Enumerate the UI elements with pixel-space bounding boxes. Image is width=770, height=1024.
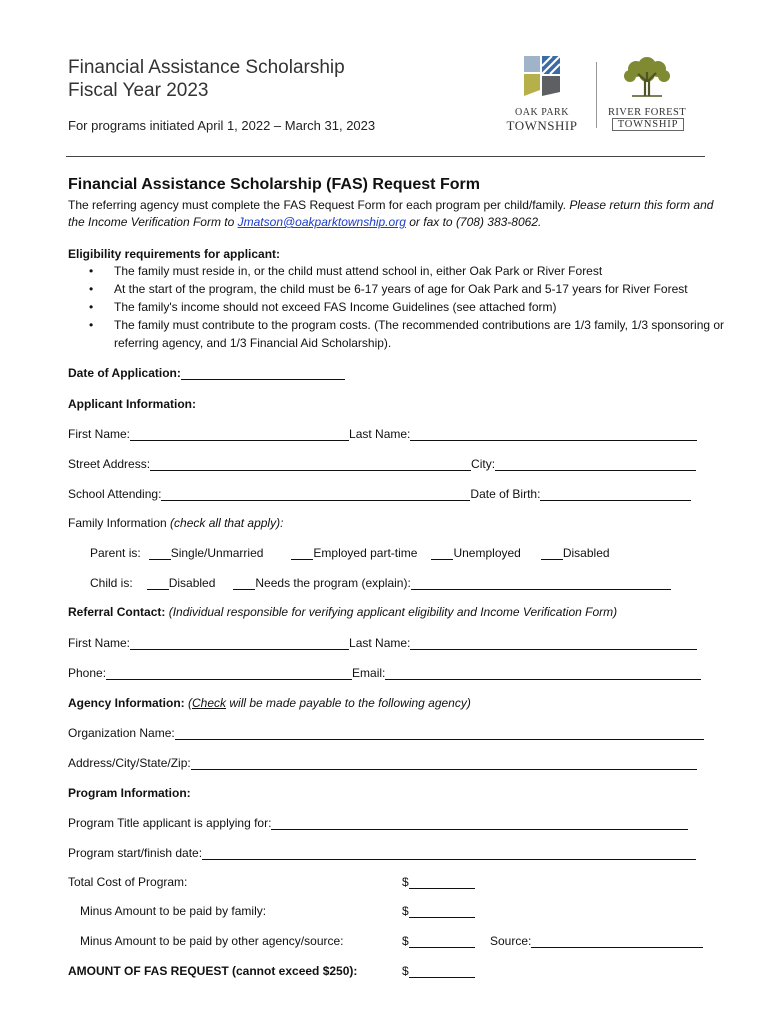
intro-text-3: or fax to (708) 383-8062.: [409, 215, 542, 229]
river-forest-logo-line2: TOWNSHIP: [612, 118, 684, 131]
intro-text-1: The referring agency must complete the FAS Request Form for each program per child/family.: [68, 198, 566, 212]
river-forest-township-logo: [606, 54, 688, 131]
city-field[interactable]: [495, 458, 696, 471]
logo-divider: [596, 62, 597, 128]
total-cost-field[interactable]: [409, 876, 475, 889]
last-name-field[interactable]: [410, 428, 697, 441]
applicant-heading: Applicant Information:: [68, 397, 196, 411]
family-heading: Family Information: [68, 516, 167, 530]
family-note: (check all that apply):: [170, 516, 284, 530]
form-intro: [68, 197, 718, 231]
dollar-sign: $: [402, 904, 409, 918]
referral-note: (Individual responsible for verifying applicant eligibility and Income Verification Form): [168, 605, 618, 619]
agency-address-field[interactable]: [191, 757, 697, 770]
child-option-disabled[interactable]: [147, 576, 216, 590]
intro-text-2: Please return this form and the Income Verification Form to: [68, 198, 714, 229]
parent-option-single[interactable]: [149, 546, 264, 560]
phone-field[interactable]: [106, 667, 352, 680]
checkbox-line[interactable]: [541, 547, 563, 560]
eligibility-heading: Eligibility requirements for applicant:: [68, 247, 281, 261]
ref-first-name-label: First Name:: [68, 636, 131, 650]
eligibility-item: • The family must contribute to the program costs. (The recommended contributions are 1/3 family, 1/3 sponsoring or referring agency, and 1/3 Financial Aid Scholarship).: [84, 316, 734, 352]
program-heading: Program Information:: [68, 786, 191, 800]
fas-request-amount: [402, 964, 475, 978]
date-of-birth-label: Date of Birth:: [470, 487, 541, 501]
email-label: Email:: [352, 666, 386, 680]
source-field[interactable]: [531, 935, 703, 948]
fas-request-field[interactable]: [409, 965, 475, 978]
child-option-needs[interactable]: [233, 576, 410, 590]
oak-park-logo-icon: [500, 54, 584, 98]
eligibility-item: • The family's income should not exceed FAS Income Guidelines (see attached form): [84, 298, 734, 316]
agency-address-label: Address/City/State/Zip:: [68, 756, 191, 770]
first-name-field[interactable]: [130, 428, 349, 441]
checkbox-line[interactable]: [147, 577, 169, 590]
street-address-label: Street Address:: [68, 457, 151, 471]
agency-heading: Agency Information:: [68, 696, 185, 710]
eligibility-item: • The family must reside in, or the child must attend school in, either Oak Park or River Forest: [84, 262, 734, 280]
date-of-application-row: [68, 366, 345, 380]
agency-address-row: [68, 756, 697, 770]
form-title: Financial Assistance Scholarship (FAS) Request Form: [68, 176, 480, 193]
option-label: Disabled: [562, 546, 610, 560]
date-of-application-field[interactable]: [181, 367, 345, 380]
program-title-row: [68, 816, 688, 830]
minus-family-field[interactable]: [409, 905, 475, 918]
email-field[interactable]: [385, 667, 701, 680]
agency-note-open: (: [188, 696, 193, 710]
minus-family-row: [80, 904, 266, 918]
school-row: [68, 487, 691, 501]
program-dates-row: [68, 846, 696, 860]
applicant-name-row: [68, 427, 697, 441]
ref-last-name-label: Last Name:: [349, 636, 411, 650]
option-label: Unemployed: [453, 546, 521, 560]
total-cost-amount: [402, 875, 475, 889]
fas-request-label: AMOUNT OF FAS REQUEST (cannot exceed $250):: [68, 964, 358, 978]
title-line-2: Fiscal Year 2023: [68, 80, 209, 101]
eligibility-item: • At the start of the program, the child must be 6-17 years of age for Oak Park and 5-17 years for River Forest: [84, 280, 734, 298]
date-of-birth-field[interactable]: [540, 488, 691, 501]
city-label: City:: [471, 457, 496, 471]
program-title-label: Program Title applicant is applying for:: [68, 816, 272, 830]
parent-option-disabled[interactable]: [541, 546, 610, 560]
minus-agency-amount: [402, 934, 475, 948]
child-is-label: Child is:: [90, 576, 133, 590]
school-attending-label: School Attending:: [68, 487, 162, 501]
school-attending-field[interactable]: [161, 488, 470, 501]
header-rule: [66, 156, 705, 157]
family-heading-row: [68, 516, 283, 530]
child-is-row: [90, 576, 671, 590]
minus-agency-label: Minus Amount to be paid by other agency/source:: [80, 934, 344, 948]
dollar-sign: $: [402, 964, 409, 978]
referral-contact-row: [68, 666, 701, 680]
document-title: [68, 56, 345, 102]
program-title-field[interactable]: [271, 817, 688, 830]
fas-request-row: [68, 964, 357, 978]
org-name-label: Organization Name:: [68, 726, 175, 740]
program-dates-field[interactable]: [202, 847, 696, 860]
ref-last-name-field[interactable]: [410, 637, 697, 650]
phone-label: Phone:: [68, 666, 107, 680]
street-address-field[interactable]: [150, 458, 471, 471]
total-cost-row: [68, 875, 187, 889]
needs-explain-field[interactable]: [411, 577, 671, 590]
referral-heading: Referral Contact:: [68, 605, 166, 619]
source-label: Source:: [490, 934, 532, 948]
org-name-field[interactable]: [175, 727, 704, 740]
title-line-1: Financial Assistance Scholarship: [68, 57, 345, 78]
minus-agency-row: [80, 934, 344, 948]
parent-option-unemployed[interactable]: [431, 546, 520, 560]
last-name-label: Last Name:: [349, 427, 411, 441]
document-subtitle: For programs initiated April 1, 2022 – March 31, 2023: [68, 118, 376, 133]
agency-note-check: Check: [192, 696, 227, 710]
river-forest-logo-line1: RIVER FOREST: [607, 107, 687, 118]
oak-park-logo-line1: OAK PARK: [515, 107, 569, 118]
dollar-sign: $: [402, 934, 409, 948]
option-label: Disabled: [168, 576, 216, 590]
email-link[interactable]: Jmatson@oakparktownship.org: [237, 215, 406, 229]
agency-note-rest: will be made payable to the following agency): [229, 696, 471, 710]
option-label: Employed part-time: [313, 546, 418, 560]
minus-family-label: Minus Amount to be paid by family:: [80, 904, 267, 918]
referral-name-row: [68, 636, 697, 650]
address-row: [68, 457, 696, 471]
checkbox-line[interactable]: [233, 577, 255, 590]
option-label: Single/Unmarried: [170, 546, 264, 560]
referral-heading-row: [68, 605, 617, 619]
tree-icon: [606, 54, 688, 98]
parent-is-label: Parent is:: [90, 546, 141, 560]
org-name-row: [68, 726, 704, 740]
first-name-label: First Name:: [68, 427, 131, 441]
agency-heading-row: [68, 696, 471, 710]
minus-family-amount: [402, 904, 475, 918]
checkbox-line[interactable]: [291, 547, 313, 560]
minus-agency-field[interactable]: [409, 935, 475, 948]
oak-park-logo-line2: TOWNSHIP: [506, 118, 578, 133]
date-of-application-label: Date of Application:: [68, 366, 181, 380]
checkbox-line[interactable]: [149, 547, 171, 560]
option-label: Needs the program (explain):: [255, 576, 411, 590]
checkbox-line[interactable]: [431, 547, 453, 560]
program-dates-label: Program start/finish date:: [68, 846, 203, 860]
dollar-sign: $: [402, 875, 409, 889]
source-row: [490, 934, 703, 948]
ref-first-name-field[interactable]: [130, 637, 349, 650]
parent-option-employed[interactable]: [291, 546, 417, 560]
eligibility-list: [84, 262, 734, 352]
total-cost-label: Total Cost of Program:: [68, 875, 188, 889]
oak-park-township-logo: [500, 54, 584, 134]
parent-is-row: [90, 546, 610, 560]
